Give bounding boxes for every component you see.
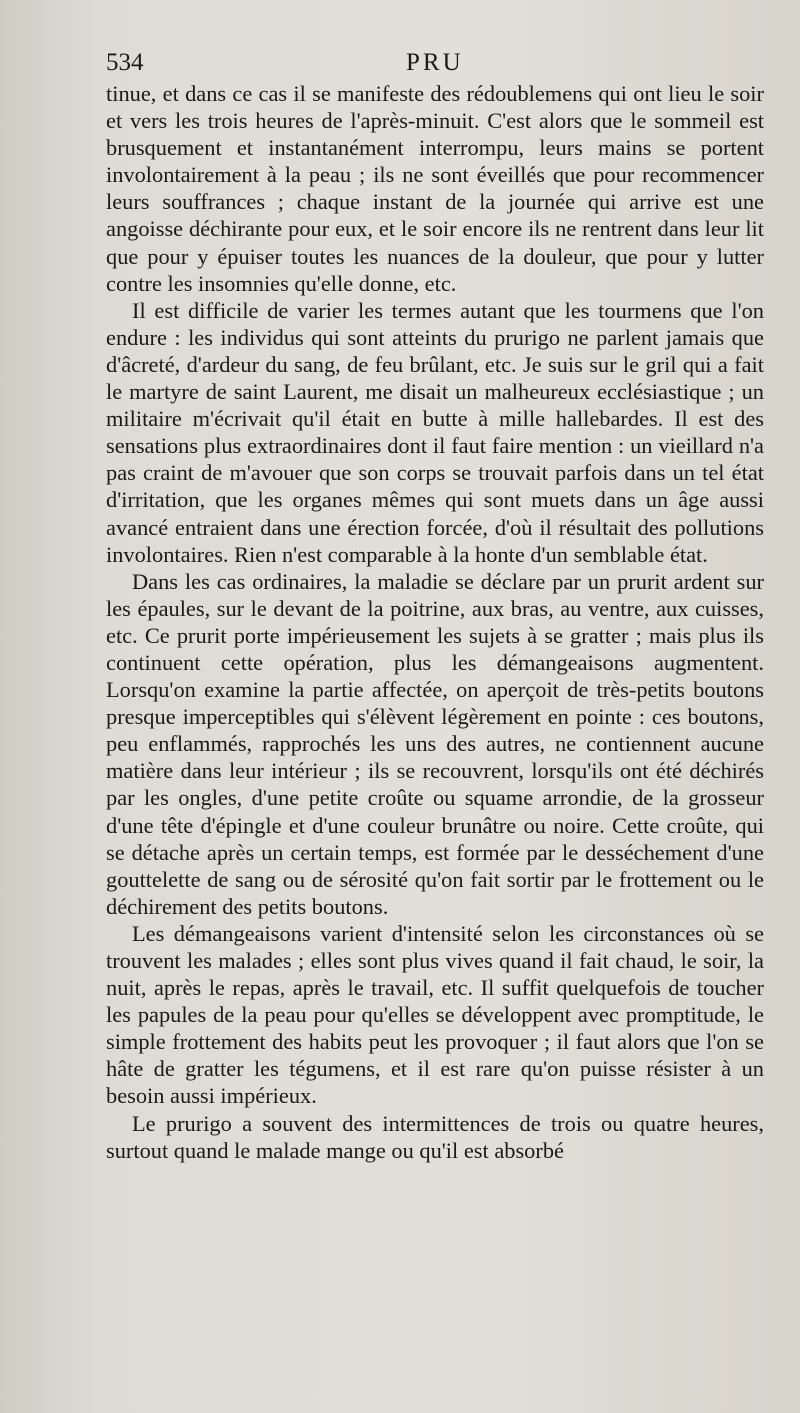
running-title: PRU <box>406 49 464 76</box>
paragraph: Dans les cas ordinaires, la maladie se déclare par un prurit ardent sur les épaules, sur le devant de la poitrine, aux bras, au ventre, aux cuisses, etc. Ce prurit porte impérieusement les sujets à se gratter ; mais plus ils continuent cette opération, plus les démangeaisons augmentent. Lorsqu'on examine la partie affectée, on aperçoit de très-petits boutons presque imperceptibles qui s'élèvent légèrement en pointe : ces boutons, peu enflammés, rapprochés les uns des autres, ne contiennent aucune matière dans leur intérieur ; ils se recouvrent, lorsqu'ils ont été déchirés par les ongles, d'une petite croûte ou squame arrondie, de la grosseur d'une tête d'épingle et d'une couleur brunâtre ou noire. Cette croûte, qui se détache après un certain temps, est formée par le desséchement d'une gouttelette de sang ou de sérosité qu'on fait sortir par le frottement ou le déchirement des petits boutons. <box>106 568 764 919</box>
paragraph: Les démangeaisons varient d'intensité selon les circonstances où se trouvent les malades ; elles sont plus vives quand il fait chaud, le soir, la nuit, après le repas, après le travail, etc. Il suffit quelquefois de toucher les papules de la peau pour qu'elles se développent avec promptitude, le simple frottement des habits peut les provoquer ; il faut alors que l'on se hâte de gratter les tégumens, et il est rare qu'on puisse résister à un besoin aussi impérieux. <box>106 920 764 1109</box>
running-head <box>106 50 760 76</box>
paragraph: Il est difficile de varier les termes autant que les tourmens que l'on endure : les individus qui sont atteints du prurigo ne parlent jamais que d'âcreté, d'ardeur du sang, de feu brûlant, etc. Je suis sur le gril qui a fait le martyre de saint Laurent, me disait un malheureux ecclésiastique ; un militaire m'écrivait qu'il était en butte à mille hallebardes. Il est des sensations plus extraordinaires dont il faut faire mention : un vieillard n'a pas craint de m'avouer que son corps se trouvait parfois dans un tel état d'irritation, que les organes mêmes qui sont muets dans un âge aussi avancé entraient dans une érection forcée, d'où il résultait des pollutions involontaires. Rien n'est comparable à la honte d'un semblable état. <box>106 297 764 567</box>
page-number: 534 <box>106 49 144 76</box>
paragraph: Le prurigo a souvent des intermittences de trois ou quatre heures, surtout quand le malade mange ou qu'il est absorbé <box>106 1110 764 1163</box>
body-text <box>106 80 764 1164</box>
paragraph: tinue, et dans ce cas il se manifeste des rédoublemens qui ont lieu le soir et vers les trois heures de l'après-minuit. C'est alors que le sommeil est brusquement et instantanément interrompu, leurs mains se portent involontairement à la peau ; ils ne sont éveillés que pour recommencer leurs souffrances ; chaque instant de la journée qui arrive est une angoisse déchirante pour eux, et le soir encore ils ne rentrent dans leur lit que pour y épuiser toutes les nuances de la douleur, que pour y lutter contre les insomnies qu'elle donne, etc. <box>106 81 764 296</box>
